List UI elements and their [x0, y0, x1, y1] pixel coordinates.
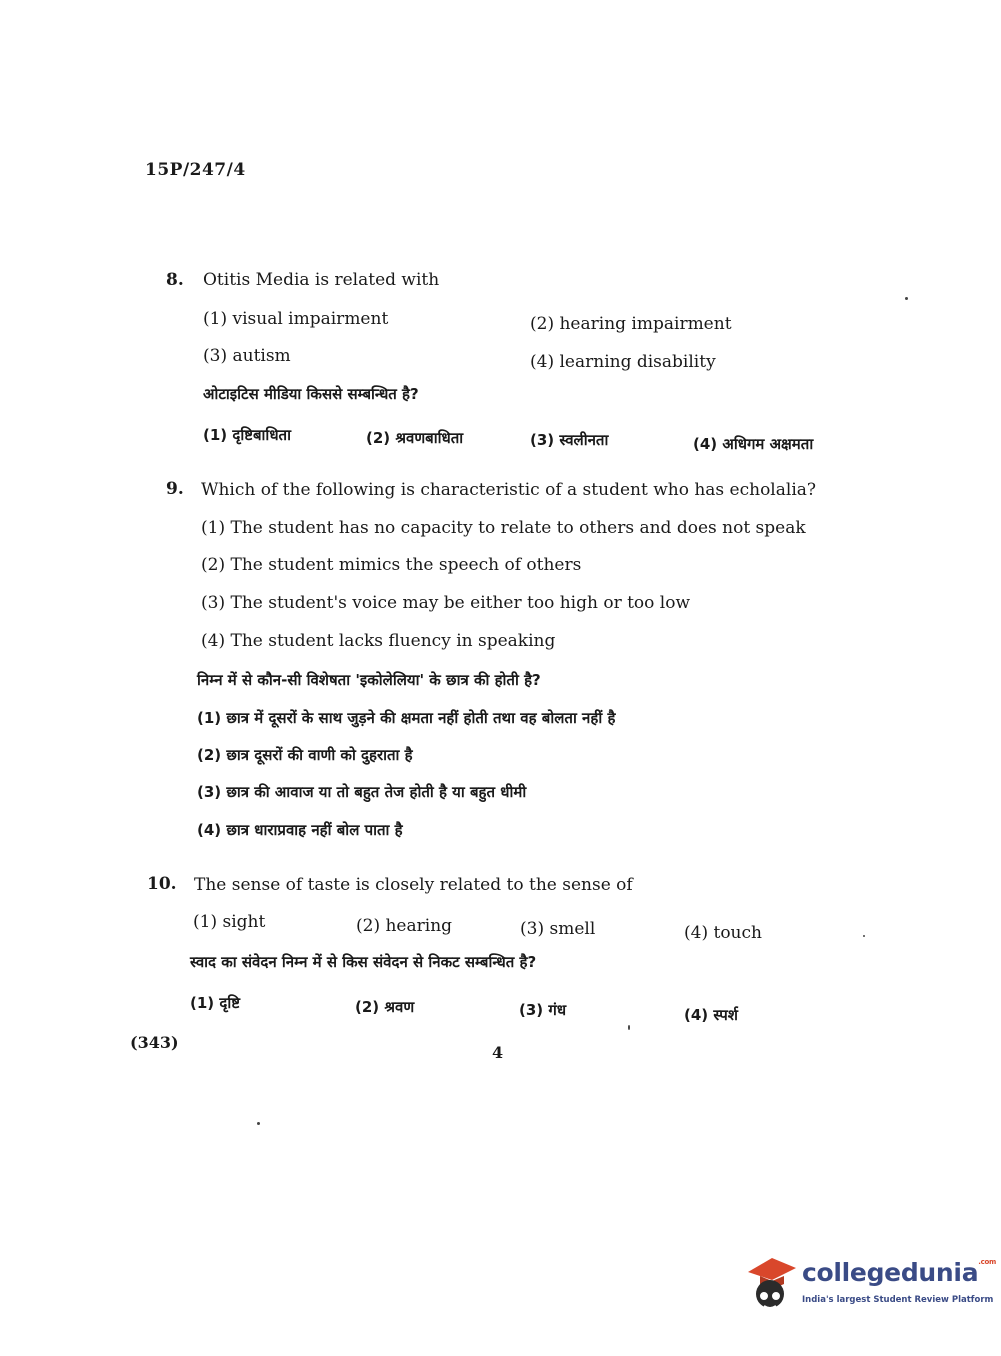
collegedunia-watermark — [742, 1250, 996, 1320]
question-text-hi: स्वाद का संवेदन निम्न में से किस संवेदन से निकट सम्बन्धित है? — [190, 953, 537, 971]
option-4-hi: (4) छात्र धाराप्रवाह नहीं बोल पाता है — [197, 821, 403, 839]
question-number: 8. — [166, 270, 184, 290]
option-3-en: (3) smell — [520, 919, 596, 939]
brand-name: collegedunia$^{.com}$ — [802, 1258, 996, 1287]
option-4-en: (4) touch — [684, 923, 762, 943]
footer-code: (343) — [130, 1033, 179, 1052]
page-number: 4 — [492, 1043, 504, 1062]
question-text-en: The sense of taste is closely related to the sense of — [194, 875, 633, 895]
option-1-hi: (1) दृष्टि — [190, 994, 240, 1012]
option-3-en: (3) autism — [203, 346, 291, 366]
question-text-hi: निम्न में से कौन-सी विशेषता 'इकोलेलिया' के छात्र की होती है? — [197, 671, 541, 689]
option-3-en: (3) The student's voice may be either too high or too low — [201, 593, 691, 613]
option-3-hi: (3) स्वलीनता — [530, 431, 609, 449]
scan-speck — [863, 935, 865, 937]
option-2-en: (2) The student mimics the speech of others — [201, 555, 582, 575]
option-2-hi: (2) श्रवणबाधिता — [366, 429, 464, 447]
mascot-icon — [742, 1250, 800, 1316]
option-1-en: (1) The student has no capacity to relate to others and does not speak — [201, 518, 806, 538]
option-2-en: (2) hearing — [356, 916, 453, 936]
option-4-hi: (4) स्पर्श — [684, 1006, 738, 1024]
option-2-en: (2) hearing impairment — [530, 314, 732, 334]
option-3-hi: (3) छात्र की आवाज या तो बहुत तेज होती है या बहुत धीमी — [197, 783, 527, 801]
option-1-hi: (1) दृष्टिबाधिता — [203, 426, 291, 444]
option-1-en: (1) visual impairment — [203, 309, 389, 329]
question-text-en: Otitis Media is related with — [203, 270, 440, 290]
question-number: 9. — [166, 479, 184, 499]
brand-tagline: India's largest Student Review Platform — [802, 1295, 994, 1305]
question-number: 10. — [147, 874, 177, 894]
option-3-hi: (3) गंध — [519, 1001, 567, 1019]
scan-speck — [905, 297, 908, 300]
option-2-hi: (2) श्रवण — [355, 998, 415, 1016]
option-1-en: (1) sight — [193, 912, 266, 932]
scan-speck — [628, 1025, 630, 1030]
option-4-hi: (4) अधिगम अक्षमता — [693, 435, 814, 453]
option-4-en: (4) The student lacks fluency in speaking — [201, 631, 556, 651]
option-4-en: (4) learning disability — [530, 352, 716, 372]
question-text-en: Which of the following is characteristic of a student who has echolalia? — [201, 480, 817, 500]
scan-speck — [257, 1122, 260, 1125]
option-1-hi: (1) छात्र में दूसरों के साथ जुड़ने की क्षमता नहीं होती तथा वह बोलता नहीं है — [197, 709, 616, 727]
paper-code: 15P/247/4 — [145, 160, 246, 180]
question-text-hi: ओटाइटिस मीडिया किससे सम्बन्धित है? — [203, 385, 419, 403]
option-2-hi: (2) छात्र दूसरों की वाणी को दुहराता है — [197, 746, 413, 764]
